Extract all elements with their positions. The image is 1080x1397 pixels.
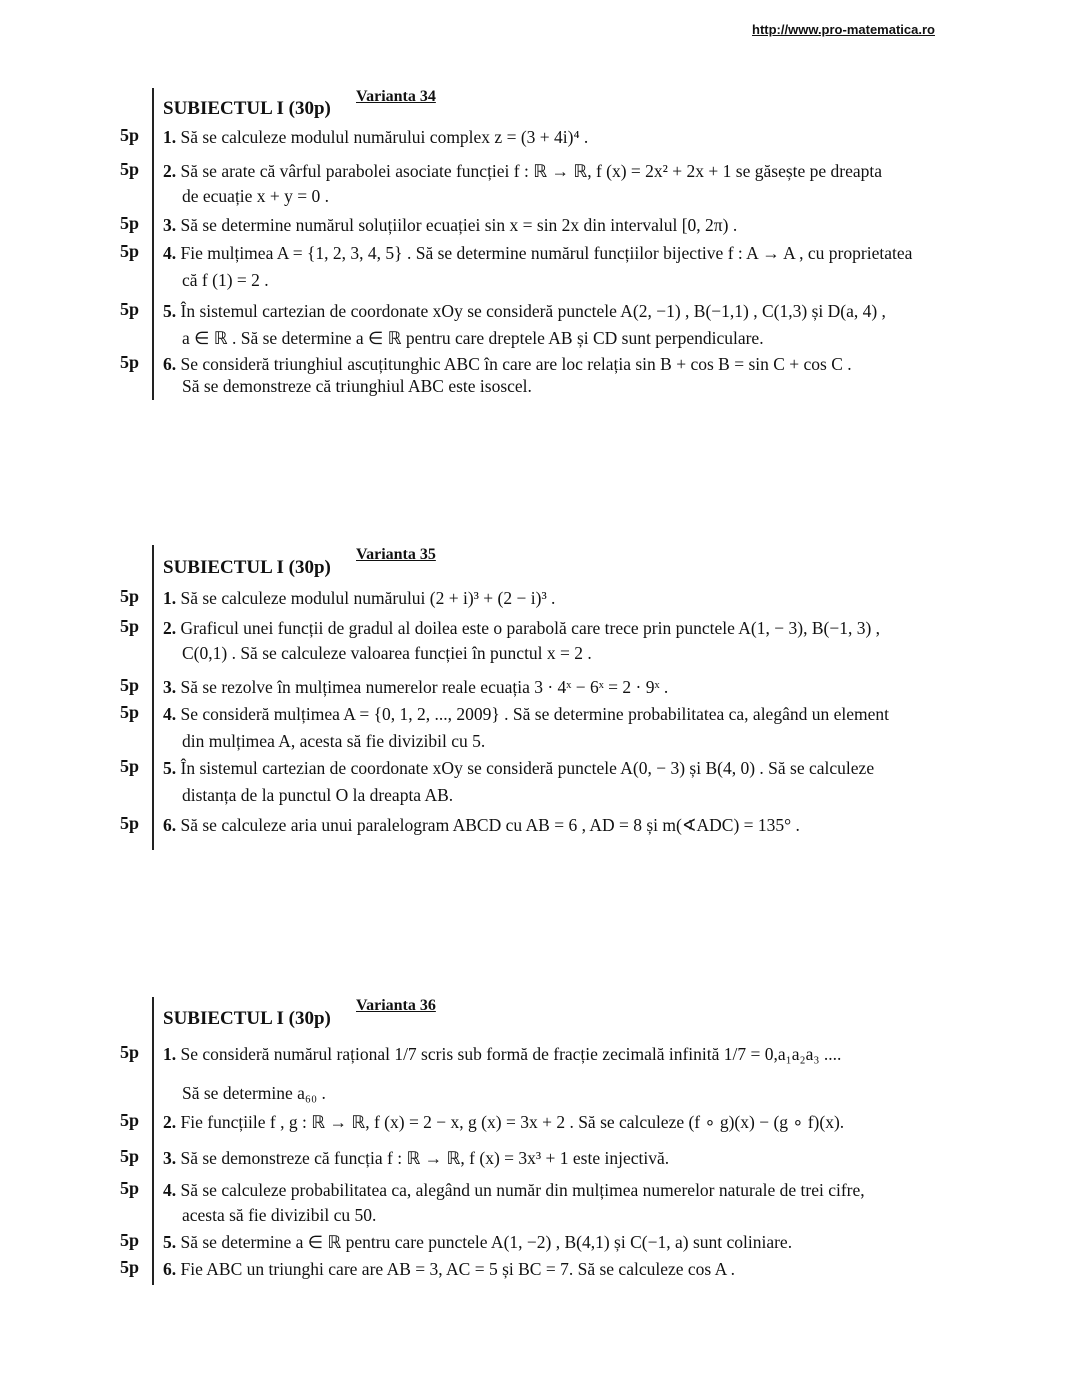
points-label: 5p	[120, 756, 140, 776]
problem-line	[163, 354, 852, 375]
problem-number: 4.	[163, 1180, 177, 1200]
problem-number: 4.	[163, 704, 177, 724]
problem-line	[163, 161, 882, 182]
problem-text: Se consideră mulțimea A = {0, 1, 2, ..., 2009} . Să se determine probabilitatea ca, alegând un element	[180, 704, 889, 724]
problem-line	[182, 328, 764, 349]
problem-text: acesta să fie divizibil cu 50.	[182, 1205, 377, 1225]
problem-number: 6.	[163, 815, 177, 835]
problem-line	[163, 1180, 865, 1201]
problem-number: 3.	[163, 677, 177, 697]
points-label: 5p	[120, 616, 140, 636]
problem-number: 3.	[163, 1148, 177, 1168]
problem-text: Să se demonstreze că triunghiul ABC este isoscel.	[182, 376, 532, 396]
problem-line	[163, 677, 668, 698]
problem-line	[163, 1148, 669, 1169]
problem-number: 6.	[163, 354, 177, 374]
problem-text: În sistemul cartezian de coordonate xOy se consideră punctele A(2, −1) , B(−1,1) , C(1,3) și D(a, 4) ,	[180, 301, 886, 321]
problem-line	[182, 643, 592, 664]
problem-text: Să se rezolve în mulțimea numerelor reale ecuația 3 · 4ˣ − 6ˣ = 2 · 9ˣ .	[180, 677, 669, 697]
problem-line	[182, 376, 532, 397]
problem-text: Fie ABC un triunghi care are AB = 3, AC = 5 și BC = 7. Să se calculeze cos A .	[180, 1259, 736, 1279]
problem-line	[163, 1112, 844, 1133]
points-label: 5p	[120, 586, 140, 606]
problem-number: 2.	[163, 618, 177, 638]
problem-line	[163, 301, 886, 322]
points-label: 5p	[120, 299, 140, 319]
problem-line	[182, 731, 485, 752]
problem-number: 1.	[163, 588, 177, 608]
problem-text: că f (1) = 2 .	[182, 270, 269, 290]
problem-number: 5.	[163, 1232, 177, 1252]
problem-line	[182, 186, 329, 207]
problem-line	[182, 1083, 326, 1104]
problem-line	[163, 758, 874, 779]
problem-text: Să se arate că vârful parabolei asociate funcției f : ℝ → ℝ, f (x) = 2x² + 2x + 1 se găsește pe dreapta	[180, 161, 883, 181]
problem-text: Să se determine numărul soluțiilor ecuației sin x = sin 2x din intervalul [0, 2π) .	[180, 215, 738, 235]
problem-text: În sistemul cartezian de coordonate xOy se consideră punctele A(0, − 3) și B(4, 0) . Să se calculeze	[180, 758, 875, 778]
problem-text: Fie funcțiile f , g : ℝ → ℝ, f (x) = 2 − x, g (x) = 3x + 2 . Să se calculeze (f ∘ g)(x) − (g ∘ f)(x).	[180, 1112, 845, 1132]
problem-number: 2.	[163, 1112, 177, 1132]
problem-text: distanța de la punctul O la dreapta AB.	[182, 785, 454, 805]
points-label: 5p	[120, 1178, 140, 1198]
problem-text: Se consideră triunghiul ascuțitunghic ABC în care are loc relația sin B + cos B = sin C + cos C .	[180, 354, 852, 374]
problem-text: Să se determine a₆₀ .	[182, 1083, 326, 1103]
points-label: 5p	[120, 1257, 140, 1277]
subject-heading: SUBIECTUL I (30p)	[163, 1008, 331, 1029]
points-label: 5p	[120, 675, 140, 695]
problem-number: 2.	[163, 161, 177, 181]
points-label: 5p	[120, 1230, 140, 1250]
header-url-link[interactable]: http://www.pro-matematica.ro	[752, 22, 935, 37]
problem-text: Se consideră numărul rațional 1/7 scris sub formă de fracție zecimală infinită 1/7 = 0,a₁a₂a₃ ....	[180, 1044, 842, 1064]
variant-title: Varianta 36	[356, 997, 436, 1014]
problem-line	[182, 785, 453, 806]
problem-number: 1.	[163, 127, 177, 147]
problem-line	[163, 618, 880, 639]
problem-number: 6.	[163, 1259, 177, 1279]
problem-line	[163, 127, 588, 148]
problem-line	[182, 270, 269, 291]
problem-line	[163, 1232, 792, 1253]
problem-text: Să se calculeze aria unui paralelogram ABCD cu AB = 6 , AD = 8 și m(∢ADC) = 135° .	[180, 815, 800, 835]
problem-number: 5.	[163, 301, 177, 321]
problem-text: Să se demonstreze că funcția f : ℝ → ℝ, f (x) = 3x³ + 1 este injectivă.	[180, 1148, 670, 1168]
problem-text: a ∈ ℝ . Să se determine a ∈ ℝ pentru care dreptele AB și CD sunt perpendiculare.	[182, 328, 764, 348]
points-label: 5p	[120, 1146, 140, 1166]
problem-number: 1.	[163, 1044, 177, 1064]
problem-text: Să se determine a ∈ ℝ pentru care punctele A(1, −2) , B(4,1) și C(−1, a) sunt coliniare.	[180, 1232, 793, 1252]
subject-heading: SUBIECTUL I (30p)	[163, 557, 331, 578]
problem-line	[163, 588, 555, 609]
problem-number: 5.	[163, 758, 177, 778]
problem-text: din mulțimea A, acesta să fie divizibil cu 5.	[182, 731, 486, 751]
problem-number: 4.	[163, 243, 177, 263]
problem-line	[182, 1205, 376, 1226]
problem-text: C(0,1) . Să se calculeze valoarea funcției în punctul x = 2 .	[182, 643, 592, 663]
points-label: 5p	[120, 241, 140, 261]
subject-heading: SUBIECTUL I (30p)	[163, 98, 331, 119]
variant-title: Varianta 34	[356, 88, 436, 105]
points-label: 5p	[120, 125, 140, 145]
problem-text: Să se calculeze modulul numărului complex z = (3 + 4i)⁴ .	[180, 127, 589, 147]
points-label: 5p	[120, 813, 140, 833]
points-label: 5p	[120, 702, 140, 722]
problem-line	[163, 215, 737, 236]
points-label: 5p	[120, 1110, 140, 1130]
problem-line	[163, 243, 912, 264]
problem-line	[163, 1044, 841, 1065]
problem-line	[163, 1259, 735, 1280]
points-label: 5p	[120, 159, 140, 179]
points-label: 5p	[120, 1042, 140, 1062]
vertical-margin-line	[152, 997, 154, 1285]
problem-text: Să se calculeze modulul numărului (2 + i)³ + (2 − i)³ .	[180, 588, 556, 608]
problem-text: Fie mulțimea A = {1, 2, 3, 4, 5} . Să se determine numărul funcțiilor bijective f : A → A , cu proprietatea	[180, 243, 913, 263]
problem-text: Să se calculeze probabilitatea ca, alegând un număr din mulțimea numerelor naturale de trei cifre,	[180, 1180, 865, 1200]
problem-line	[163, 815, 800, 836]
points-label: 5p	[120, 352, 140, 372]
problem-number: 3.	[163, 215, 177, 235]
variant-title: Varianta 35	[356, 546, 436, 563]
vertical-margin-line	[152, 88, 154, 400]
vertical-margin-line	[152, 545, 154, 850]
problem-text: de ecuație x + y = 0 .	[182, 186, 330, 206]
problem-text: Graficul unei funcții de gradul al doilea este o parabolă care trece prin punctele A(1, − 3), B(−1, 3) ,	[180, 618, 881, 638]
points-label: 5p	[120, 213, 140, 233]
problem-line	[163, 704, 889, 725]
